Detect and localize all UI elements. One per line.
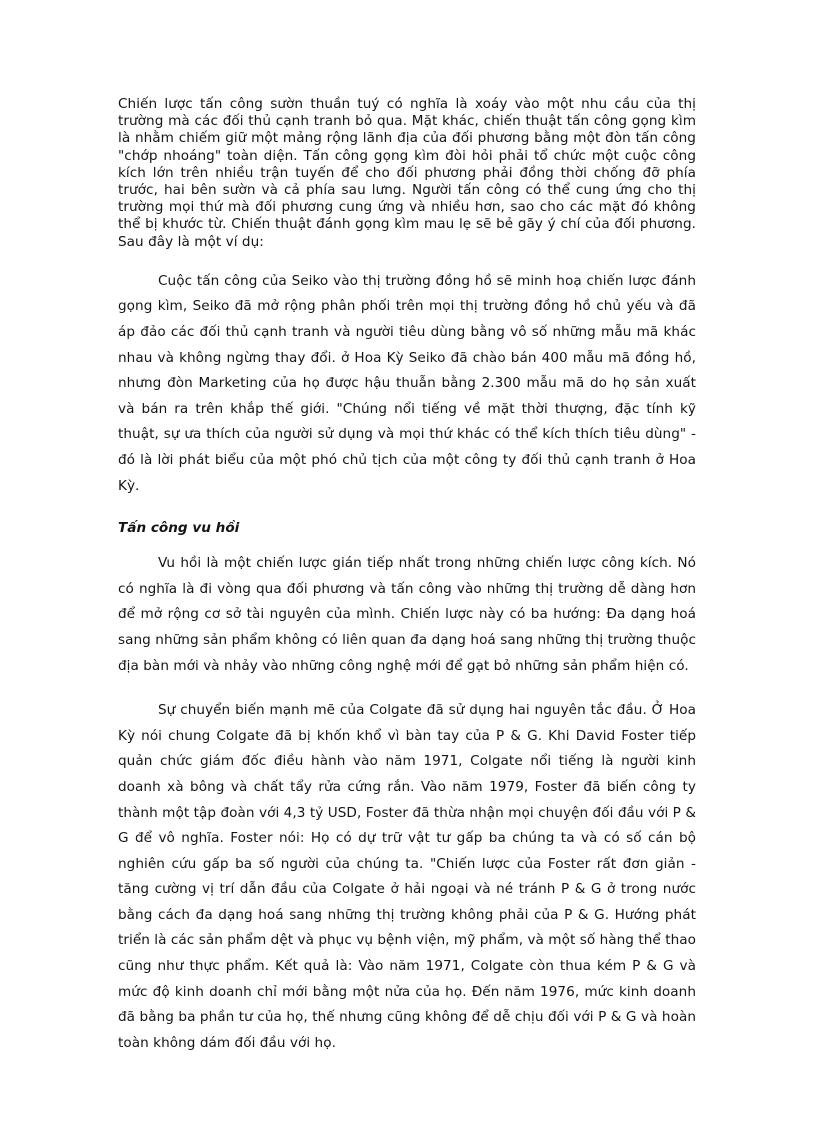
document-page [118, 96, 696, 1056]
paragraph-bypass-attack: Vu hồi là một chiến lược gián tiếp nhất trong những chiến lược công kích. Nó có nghĩa là đi vòng qua đối phương và tấn công vào những thị trường dễ dàng hơn để mở rộng cơ sở tài nguyên của mình. Chiến lược này có ba hướng: Đa dạng hoá sang những sản phẩm không có liên quan đa dạng hoá sang những thị trường thuộc địa bàn mới và nhảy vào những công nghệ mới để gạt bỏ những sản phẩm hiện có. [118, 555, 696, 674]
section-heading: Tấn công vu hồi [118, 520, 240, 537]
paragraph-flank-and-encirclement: Chiến lược tấn công sườn thuần tuý có nghĩa là xoáy vào một nhu cầu của thị trường mà các đối thủ cạnh tranh bỏ qua. Mặt khác, chiến thuật tấn công gọng kìm là nhằm chiếm giữ một mảng rộng lãnh địa của đối phương bằng một đòn tấn công "chớp nhoáng" toàn diện. Tấn công gọng kìm đòi hỏi phải tổ chức một cuộc công kích lớn trên nhiều trận tuyến để cho đối phương phải đồng thời chống đỡ phía trước, hai bên sườn và cả phía sau lưng. Người tấn công có thể cung ứng cho thị trường mọi thứ mà đối phương cung ứng và nhiều hơn, sao cho các mặt đó không thể bị khước từ. Chiến thuật đánh gọng kìm mau lẹ sẽ bẻ gãy ý chí của đối phương. Sau đây là một ví dụ: [118, 96, 696, 250]
paragraph-colgate-example: Sự chuyển biến mạnh mẽ của Colgate đã sử dụng hai nguyên tắc đầu. Ở Hoa Kỳ nói chung Colgate đã bị khốn khổ vì bàn tay của P & G. Khi David Foster tiếp quản chức giám đốc điều hành vào năm 1971, Colgate nổi tiếng là người kinh doanh xà bông và chất tẩy rửa cứng rắn. Vào năm 1979, Foster đã biến công ty thành một tập đoàn với 4,3 tỷ USD, Foster đã thừa nhận mọi chuyện đối đầu với P & G để vô nghĩa. Foster nói: Họ có dự trữ vật tư gấp ba chúng ta và có số cán bộ nghiên cứu gấp ba số người của chúng ta. "Chiến lược của Foster rất đơn giản - tăng cường vị trí dẫn đầu của Colgate ở hải ngoại và né tránh P & G ở trong nước bằng cách đa dạng hoá sang những thị trường không phải của P & G. Hướng phát triển là các sản phẩm dệt và phục vụ bệnh viện, mỹ phẩm, và một số hàng thể thao cũng như thực phẩm. Kết quả là: Vào năm 1971, Colgate còn thua kém P & G và mức độ kinh doanh chỉ mới bằng một nửa của họ. Đến năm 1976, mức kinh doanh đã bằng ba phần tư của họ, thế nhưng cũng không để dễ chịu đối với P & G và hoàn toàn không dám đối đầu với họ. [118, 702, 696, 1051]
paragraph-seiko-example: Cuộc tấn công của Seiko vào thị trường đồng hồ sẽ minh hoạ chiến lược đánh gọng kìm, Seiko đã mở rộng phân phối trên mọi thị trường đồng hồ chủ yếu và đã áp đảo các đối thủ cạnh tranh và người tiêu dùng bằng vô số những mẫu mã khác nhau và không ngừng thay đổi. ở Hoa Kỳ Seiko đã chào bán 400 mẫu mã đồng hồ, nhưng đòn Marketing của họ được hậu thuẫn bằng 2.300 mẫu mã do họ sản xuất và bán ra trên khắp thế giới. "Chúng nổi tiếng về mặt thời thượng, đặc tính kỹ thuật, sự ưa thích của người sử dụng và mọi thứ khác có thể kích thích tiêu dùng" - đó là lời phát biểu của một phó chủ tịch của một công ty đối thủ cạnh tranh ở Hoa Kỳ. [118, 272, 696, 494]
